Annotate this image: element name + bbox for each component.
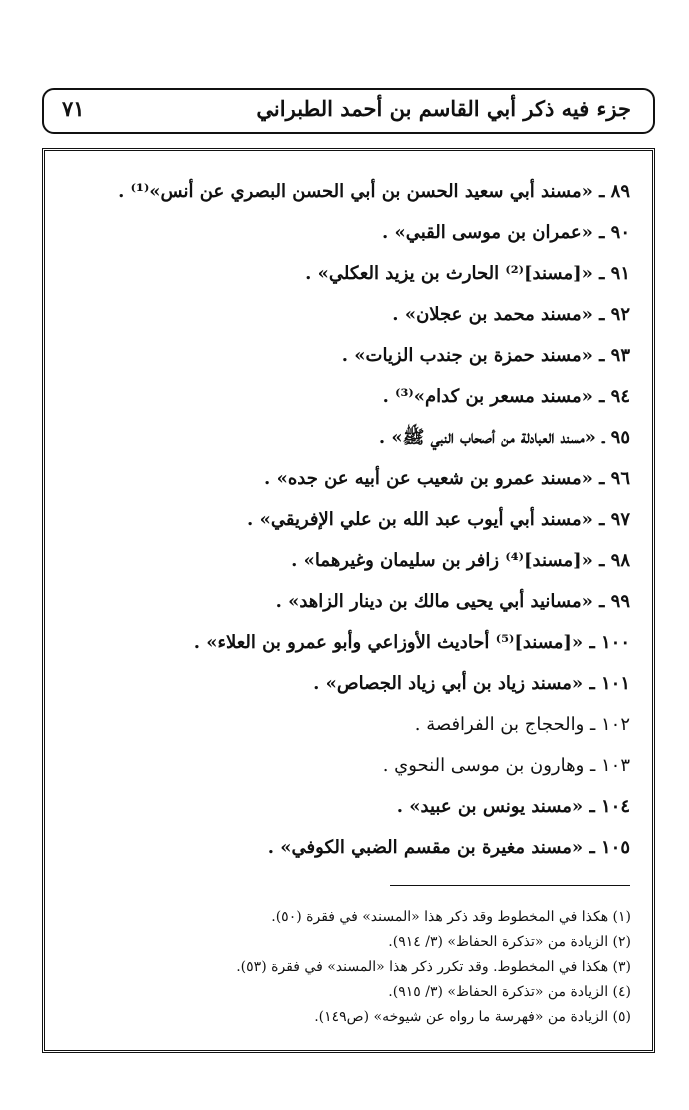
running-header (42, 88, 655, 134)
list-item: ١٠٣ ـ وهارون بن موسى النحوي . (382, 755, 630, 776)
footnote-separator (390, 885, 630, 886)
footnote-list (86, 905, 631, 1030)
list-item: ٩٨ ـ «[مسند]⁽⁴⁾ زافر بن سليمان وغيرهما» . (291, 550, 630, 571)
footnote: (١) هكذا في المخطوط وقد ذكر هذا «المسند» في فقرة (٥٠). (271, 909, 631, 925)
footnote: (٢) الزيادة من «تذكرة الحفاظ» (٣/ ٩١٤). (388, 934, 631, 950)
list-item: ٩٦ ـ «مسند عمرو بن شعيب عن أبيه عن جده» . (264, 468, 630, 489)
list-item: ١٠٥ ـ «مسند مغيرة بن مقسم الضبي الكوفي» . (267, 837, 630, 858)
list-item: ٨٩ ـ «مسند أبي سعيد الحسن بن أبي الحسن البصري عن أنس»⁽¹⁾ . (118, 181, 630, 202)
list-item: ٩٣ ـ «مسند حمزة بن جندب الزيات» . (341, 345, 630, 366)
page-number: ٧١ (62, 96, 85, 121)
list-item: ٩٤ ـ «مسند مسعر بن كدام»⁽³⁾ . (382, 386, 630, 407)
list-item: ١٠٠ ـ «[مسند]⁽⁵⁾ أحاديث الأوزاعي وأبو عمرو بن العلاء» . (193, 632, 630, 653)
footnote: (٤) الزيادة من «تذكرة الحفاظ» (٣/ ٩١٥). (388, 984, 631, 1000)
header-title: جزء فيه ذكر أبي القاسم بن أحمد الطبراني (256, 96, 631, 121)
list-item: ٩٢ ـ «مسند محمد بن عجلان» . (392, 304, 630, 325)
footnote: (٥) الزيادة من «فهرسة ما رواه عن شيوخه» (ص١٤٩). (314, 1009, 631, 1025)
list-item: ١٠٤ ـ «مسند يونس بن عبيد» . (396, 796, 630, 817)
list-item: ٩١ ـ «[مسند]⁽²⁾ الحارث بن يزيد العكلي» . (305, 263, 630, 284)
list-item: ١٠١ ـ «مسند زياد بن أبي زياد الجصاص» . (313, 673, 630, 694)
entry-list (70, 171, 630, 868)
list-item: ٩٥ ـ «مسند العبادلة من أصحاب النبي ﷺ» . (378, 427, 630, 448)
list-item: ٩٠ ـ «عمران بن موسى القبي» . (381, 222, 630, 243)
list-item: ١٠٢ ـ والحجاج بن الفرافصة . (414, 714, 630, 735)
footnote: (٣) هكذا في المخطوط. وقد تكرر ذكر هذا «المسند» في فقرة (٥٣). (236, 959, 631, 975)
list-item: ٩٩ ـ «مسانيد أبي يحيى مالك بن دينار الزاهد» . (275, 591, 630, 612)
list-item: ٩٧ ـ «مسند أبي أيوب عبد الله بن علي الإفريقي» . (247, 509, 630, 530)
